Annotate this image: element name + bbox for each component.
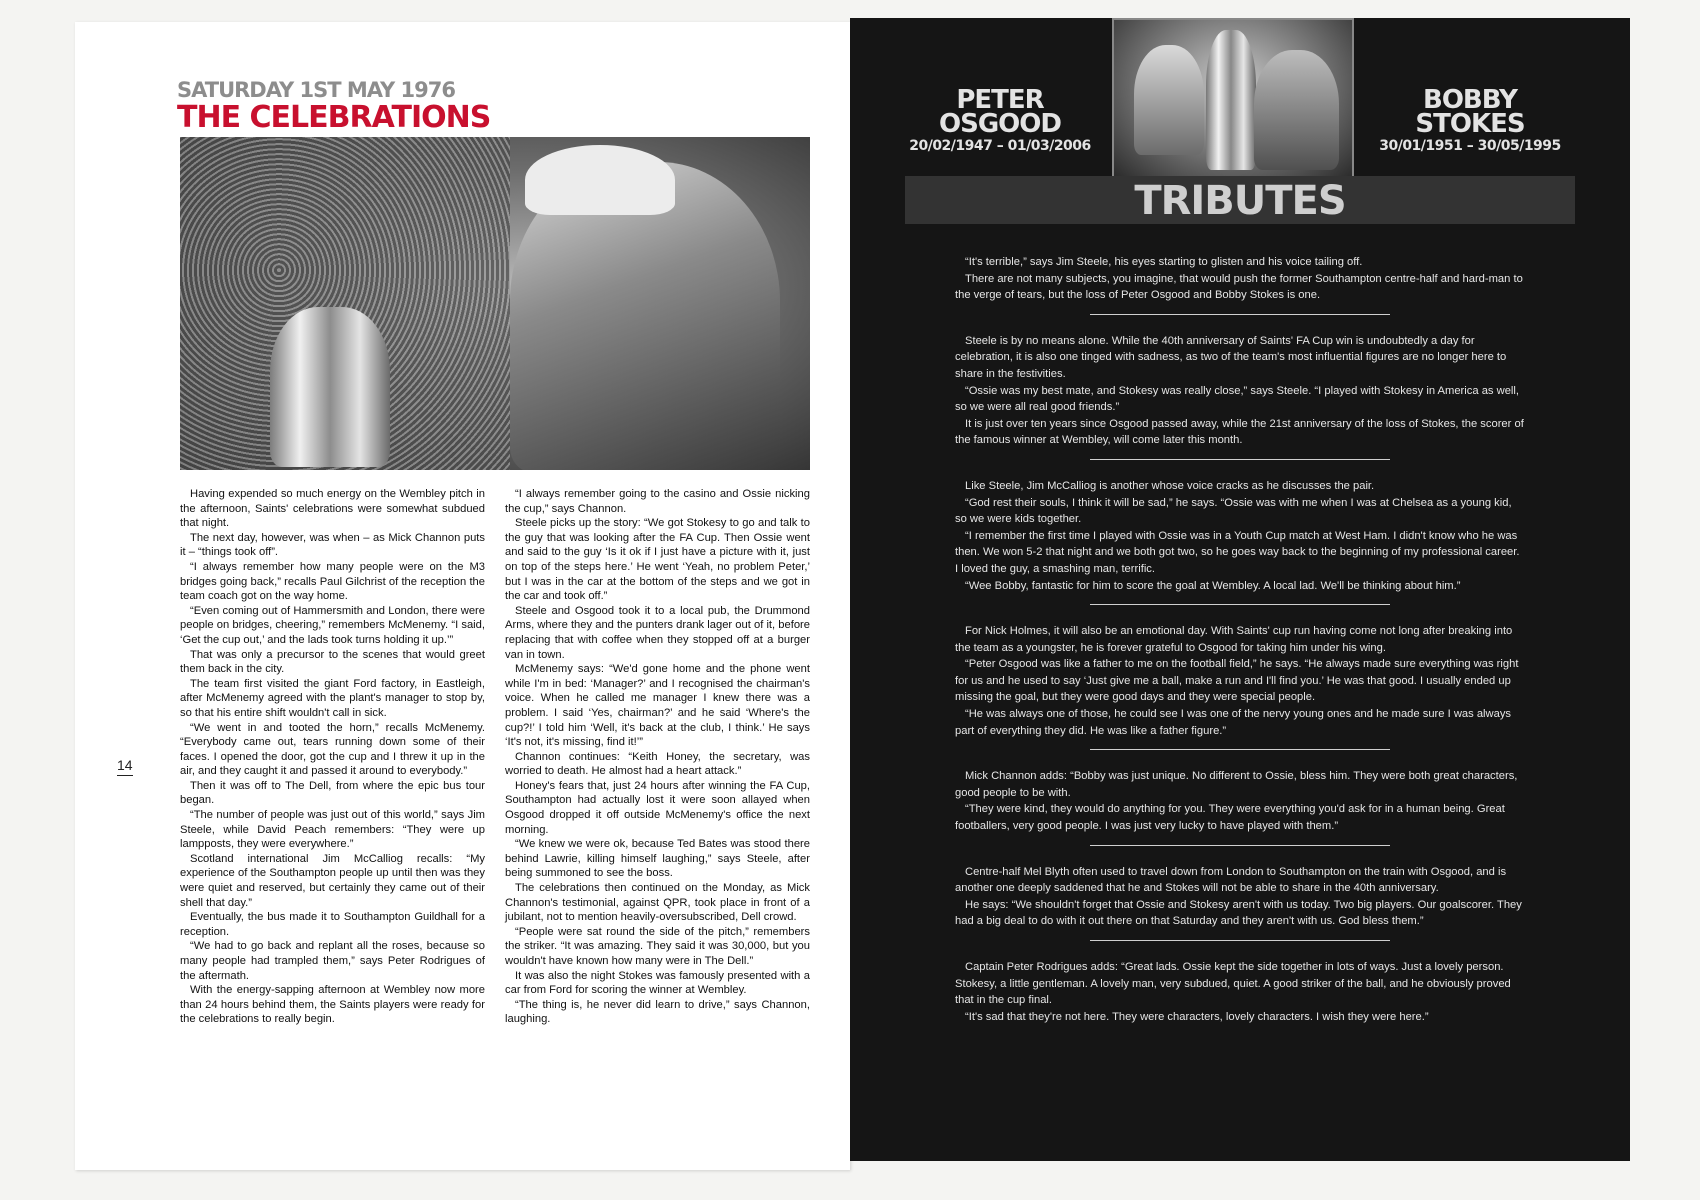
paragraph: McMenemy says: “We'd gone home and the phone went while I'm in bed: ‘Manager?’ and I recognised the chairman's voice. When he called me manager I knew there was a problem. I said ‘Yes, chairman?’ and he said ‘Where's the cup?!’ I told him ‘Well, it's back at the club, I think.’ He says ‘It's not, it's missing, find it!’” xyxy=(505,663,810,749)
life-dates: 20/02/1947 – 01/03/2006 xyxy=(909,138,1091,154)
paragraph: Channon continues: “Keith Honey, the secretary, was worried to death. He almost had a heart attack.” xyxy=(505,750,810,778)
paragraph: Eventually, the bus made it to Southampton Guildhall for a reception. xyxy=(180,911,485,938)
paragraph: “I remember the first time I played with Ossie was in a Youth Cup match at West Ham. I didn't know who he was then. We won 5-2 that night and we both got two, so he goes way back to the beginning of my professional career. I loved the guy, a smashing man, terrific. xyxy=(955,529,1520,575)
paragraph: “They were kind, they would do anything for you. They were everything you'd ask for in a human being. Great footballers, very good people. I was just very lucky to have played with them.” xyxy=(955,803,1505,833)
paragraph: “I always remember how many people were on the M3 bridges going back,” recalls Paul Gilchrist of the reception the team coach got on the way home. xyxy=(180,560,485,603)
section-divider xyxy=(1090,604,1390,605)
celebration-photo xyxy=(180,137,810,470)
paragraph: Scotland international Jim McCalliog recalls: “My experience of the Southampton people up until then was they were quiet and reserved, but certainly they came out of their shell that day.” xyxy=(180,852,485,909)
page-number: 14 xyxy=(117,757,133,776)
section-divider xyxy=(1090,940,1390,941)
stokes-name-block xyxy=(1370,85,1570,154)
paragraph: “Peter Osgood was like a father to me on the football field,” he says. “He always made sure everything was right for us and he used to say ‘Just give me a ball, make a run and I'll find you.’ He was that good. I usually ended up missing the goal, but they were good days and they were special people. xyxy=(955,658,1519,704)
paragraph: It is just over ten years since Osgood passed away, while the 21st anniversary of the loss of Stokes, the scorer of the famous winner at Wembley, will come later this month. xyxy=(955,417,1524,447)
paragraph: Mick Channon adds: “Bobby was just unique. No different to Ossie, bless him. They were both great characters, good people to be with. xyxy=(955,770,1518,799)
article-date-kicker: SATURDAY 1ST MAY 1976 xyxy=(177,78,455,102)
tribute-section xyxy=(955,623,1525,739)
osgood-name-block xyxy=(900,85,1100,154)
paragraph: The team first visited the giant Ford factory, in Eastleigh, after McMenemy agreed with the plant's manager to stop by, so that his entire shift wouldn't call in sick. xyxy=(180,677,485,719)
paragraph: Like Steele, Jim McCalliog is another whose voice cracks as he discusses the pair. xyxy=(965,479,1375,492)
section-divider xyxy=(1090,459,1390,460)
paragraph: Steele and Osgood took it to a local pub, the Drummond Arms, where they and the punters drank lager out of it, before replacing that with coffee when they stopped off at a burger van in town. xyxy=(505,604,810,661)
first-name: BOBBY xyxy=(1423,85,1517,115)
tribute-section xyxy=(955,333,1525,449)
left-page xyxy=(75,22,850,1170)
paragraph: “We had to go back and replant all the roses, because so many people had trampled them,” says Peter Rodrigues of the aftermath. xyxy=(180,940,485,982)
hat-image xyxy=(525,145,675,215)
fa-cup-trophy-image xyxy=(270,307,390,467)
paragraph: Centre-half Mel Blyth often used to travel down from London to Southampton on the train with Osgood, and is another one deeply saddened that he and Stokes will not be able to share in the 40th anniversary. xyxy=(955,865,1507,895)
last-name: STOKES xyxy=(1415,109,1525,139)
tribute-section xyxy=(955,959,1525,1025)
paragraph: Steele picks up the story: “We got Stokesy to go and talk to the guy that was looking after the FA Cup. Then Ossie went and said to the guy ‘Is it ok if I just have a picture with it, just on top of the steps here.’ He went ‘Yeah, no problem Peter,’ but I was in the car at the bottom of the steps and we got in the car and took off.” xyxy=(505,517,810,603)
paragraph: The next day, however, was when – as Mick Channon puts it – “things took off”. xyxy=(180,531,485,559)
paragraph: For Nick Holmes, it will also be an emotional day. With Saints' cup run having come not long after breaking into the team as a youngster, he is forever grateful to Osgood for taking him under his wing. xyxy=(955,625,1513,654)
paragraph: “It's sad that they're not here. They were characters, lovely characters. I wish they were here.” xyxy=(965,1010,1429,1023)
stokes-figure-image xyxy=(1254,50,1339,170)
paragraph: “We knew we were ok, because Ted Bates was stood there behind Lawrie, killing himself laughing,” says Steele, after being summoned to see the boss. xyxy=(505,838,810,880)
paragraph: “I always remember going to the casino and Ossie nicking the cup,” says Channon. xyxy=(505,488,810,515)
paragraph: “The thing is, he never did learn to drive,” says Channon, laughing. xyxy=(505,998,810,1026)
first-name: PETER xyxy=(956,85,1044,115)
article-column-1 xyxy=(180,487,485,1027)
paragraph: It was also the night Stokes was famously presented with a car from Ford for scoring the winner at Wembley. xyxy=(505,969,810,997)
last-name: OSGOOD xyxy=(939,109,1061,139)
tribute-section xyxy=(955,254,1525,304)
article-column-2 xyxy=(505,487,810,1027)
osgood-figure-image xyxy=(1134,45,1204,155)
paragraph: “Even coming out of Hammersmith and London, there were people on bridges, cheering,” remembers McMenemy. “I said, ‘Get the cup out,’ and the lads took turns holding it up.’” xyxy=(180,604,485,646)
paragraph: “The number of people was just out of this world,” says Jim Steele, while David Peach remembers: “They were up lampposts, they were everywhere.” xyxy=(180,809,485,851)
paragraph: “Ossie was my best mate, and Stokesy was really close,” says Steele. “I played with Stokesy in America as well, so we were all real good friends.” xyxy=(955,384,1519,414)
paragraph: That was only a precursor to the scenes that would greet them back in the city. xyxy=(180,648,485,676)
paragraph: Having expended so much energy on the Wembley pitch in the afternoon, Saints' celebrations were somewhat subdued that night. xyxy=(180,488,485,530)
tribute-section xyxy=(955,864,1525,930)
paragraph: The celebrations then continued on the Monday, as Mick Channon's testimonial, against QPR, took place in front of a jubilant, not to mention heavily-oversubscribed, Dell crowd. xyxy=(505,882,810,924)
tributes-title: TRIBUTES xyxy=(1134,178,1346,224)
paragraph: “People were sat round the side of the pitch,” remembers the striker. “It was amazing. They said it was 30,000, but you wouldn't have known how many were in The Dell.” xyxy=(505,925,810,967)
right-page xyxy=(850,18,1630,1161)
section-divider xyxy=(1090,749,1390,750)
players-with-cup-photo xyxy=(1112,18,1354,180)
tribute-section xyxy=(955,768,1525,834)
tributes-body xyxy=(955,254,1525,1035)
paragraph: He says: “We shouldn't forget that Ossie and Stokesy aren't with us today. Two big players. Our goalscorer. They had a big deal to do with it out there on that Saturday and they aren't with us. God bless them.” xyxy=(955,898,1522,928)
paragraph: With the energy-sapping afternoon at Wembley now more than 24 hours behind them, the Saints players were ready for the celebrations to really begin. xyxy=(180,984,485,1026)
paragraph: Captain Peter Rodrigues adds: “Great lads. Ossie kept the side together in lots of ways. Just a lovely person. Stokesy, a little gentleman. A lovely man, very subdued, quiet. A good striker of the ball, and he obviously proved that in the cup final. xyxy=(955,961,1511,1007)
tribute-section xyxy=(955,478,1525,594)
section-divider xyxy=(1090,314,1390,315)
paragraph: “It's terrible,” says Jim Steele, his eyes starting to glisten and his voice tailing off. xyxy=(965,256,1363,268)
paragraph: “We went in and tooted the horn,” recalls McMenemy. “Everybody came out, tears running down some of their faces. I opened the door, got the cup and I threw it up in the air, and they caught it and passed it around to everybody.” xyxy=(180,721,485,778)
paragraph: Honey's fears that, just 24 hours after winning the FA Cup, Southampton had actually lost it were soon allayed when Osgood dropped it off outside McMenemy's office the next morning. xyxy=(505,779,810,836)
paragraph: There are not many subjects, you imagine, that would push the former Southampton centre-half and hard-man to the verge of tears, but the loss of Peter Osgood and Bobby Stokes is one. xyxy=(955,272,1523,302)
life-dates: 30/01/1951 – 30/05/1995 xyxy=(1379,138,1561,154)
paragraph: “Wee Bobby, fantastic for him to score the goal at Wembley. A local lad. We'll be thinking about him.” xyxy=(965,579,1461,592)
fa-cup-trophy-image xyxy=(1206,30,1256,170)
article-headline: THE CELEBRATIONS xyxy=(177,100,491,135)
paragraph: “He was always one of those, he could see I was one of the nervy young ones and he made sure I was always part of everything they did. He was like a father figure.” xyxy=(955,708,1512,737)
paragraph: Then it was off to The Dell, from where the epic bus tour began. xyxy=(180,779,485,807)
section-divider xyxy=(1090,845,1390,846)
paragraph: “God rest their souls, I think it will be sad,” he says. “Ossie was with me when I was at Chelsea as a young kid, so we were kids together. xyxy=(955,496,1512,526)
paragraph: Steele is by no means alone. While the 40th anniversary of Saints' FA Cup win is undoubtedly a day for celebration, it is also one tinged with sadness, as two of the team's most influential figures are no longer here to share in the festivities. xyxy=(955,334,1507,380)
